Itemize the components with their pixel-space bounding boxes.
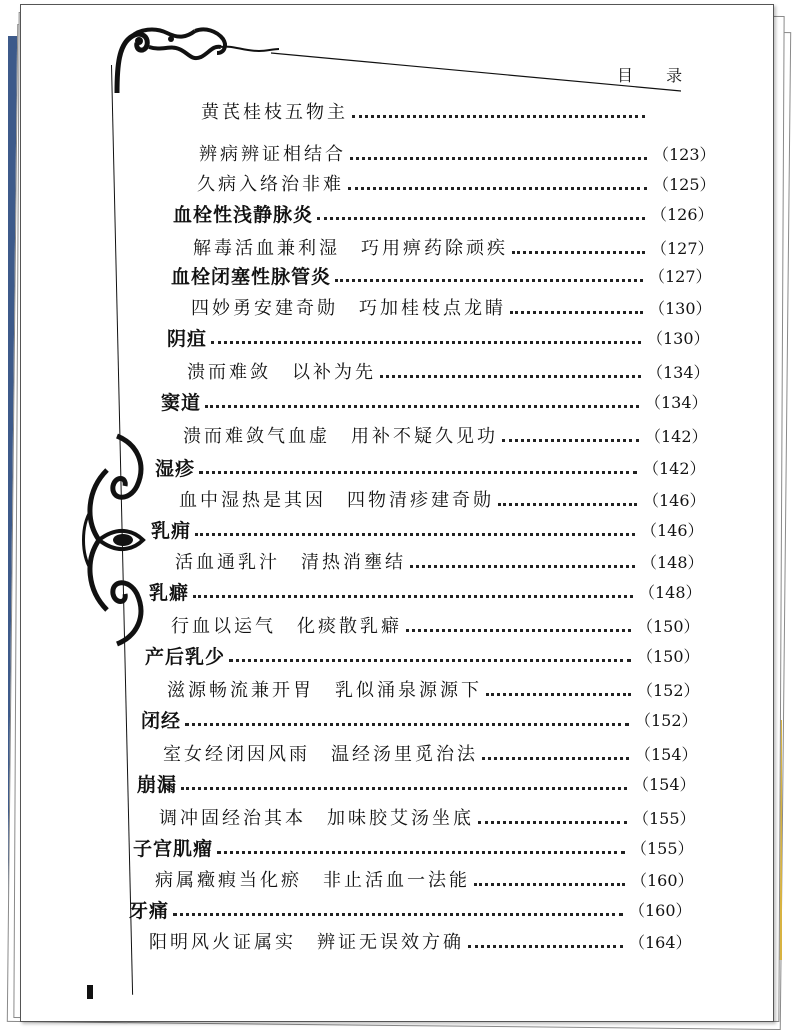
toc-entry-page: （134）	[645, 392, 708, 412]
toc-entry-page: （123）	[653, 144, 716, 164]
toc-entry-page: （127）	[649, 266, 712, 286]
toc-entry-title: 血栓性浅静脉炎	[173, 203, 314, 226]
toc-entry-title: 闭经	[141, 709, 182, 732]
side-ornament-icon	[77, 430, 157, 650]
toc-entry[interactable]	[163, 739, 698, 767]
toc-leader-dots	[486, 693, 631, 696]
toc-entry-title: 四妙勇安建奇勋 巧加桂枝点龙睛	[191, 298, 506, 319]
toc-entry-page: （152）	[637, 680, 700, 700]
toc-leader-dots	[478, 821, 627, 824]
toc-entry[interactable]	[193, 233, 714, 261]
toc-entry-page: （126）	[651, 204, 714, 224]
toc-entry[interactable]	[159, 803, 696, 831]
toc-entry-title: 病属癥瘕当化瘀 非止活血一法能	[155, 870, 470, 891]
toc-entry-title: 湿疹	[155, 457, 196, 480]
toc-entry[interactable]	[155, 453, 706, 481]
toc-entry-title: 溃而难敛气血虚 用补不疑久见功	[183, 426, 498, 447]
toc-entry-page: （150）	[637, 646, 700, 666]
toc-entry-page: （148）	[639, 582, 702, 602]
toc-entry-page: （155）	[633, 808, 696, 828]
toc-entry[interactable]	[175, 547, 704, 575]
toc-entry-page: （125）	[653, 174, 716, 194]
toc-entry-title: 解毒活血兼利湿 巧用痹药除顽疾	[193, 238, 508, 259]
toc-leader-dots	[229, 659, 631, 662]
toc-entry-page: （130）	[647, 328, 710, 348]
toc-entry-page: （148）	[641, 552, 704, 572]
toc-entry-page: （142）	[643, 458, 706, 478]
toc-entry-page: （152）	[635, 710, 698, 730]
toc-entry[interactable]	[145, 641, 700, 669]
toc-leader-dots	[406, 629, 631, 632]
toc-entry-page: （127）	[651, 238, 714, 258]
toc-leader-dots	[181, 787, 627, 790]
toc-entry-title: 血栓闭塞性脉管炎	[171, 265, 332, 288]
toc-entry[interactable]	[129, 895, 692, 923]
toc-entry[interactable]	[161, 387, 708, 415]
toc-entry[interactable]	[199, 139, 716, 167]
toc-entry-page: （146）	[643, 490, 706, 510]
toc-entry-page: （134）	[647, 362, 710, 382]
toc-leader-dots	[502, 439, 639, 442]
toc-leader-dots	[199, 471, 637, 474]
toc-entry-page: （146）	[641, 520, 704, 540]
toc-entry-title: 辨病辨证相结合	[199, 144, 346, 165]
toc-entry-page: （155）	[631, 838, 694, 858]
toc-entry[interactable]	[149, 577, 702, 605]
toc-entry-title: 牙痛	[129, 899, 170, 922]
toc-entry[interactable]	[141, 705, 698, 733]
toc-leader-dots	[348, 187, 647, 190]
toc-entry-title: 子宫肌瘤	[133, 837, 214, 860]
toc-entry[interactable]	[191, 293, 712, 321]
page-title: 目 录	[617, 66, 697, 85]
toc-entry[interactable]	[151, 515, 704, 543]
toc-entry-page: （154）	[633, 774, 696, 794]
toc-leader-dots	[335, 279, 643, 282]
toc-entry[interactable]	[149, 927, 692, 955]
toc-leader-dots	[217, 851, 625, 854]
vertical-rule-end-icon	[87, 985, 93, 999]
toc-leader-dots	[474, 883, 625, 886]
toc-leader-dots	[380, 375, 641, 378]
toc-leader-dots	[185, 723, 629, 726]
toc-leader-dots	[211, 341, 641, 344]
toc-entry[interactable]	[137, 769, 696, 797]
toc-entry-title: 乳痈	[151, 519, 192, 542]
toc-entry[interactable]	[167, 675, 700, 703]
toc-entry-title: 产后乳少	[145, 645, 226, 668]
toc-entry[interactable]	[171, 261, 712, 289]
toc-entry[interactable]	[173, 199, 714, 227]
toc-entry[interactable]	[183, 421, 708, 449]
toc-entry-title: 溃而难敛 以补为先	[187, 362, 376, 383]
toc-entry-title: 滋源畅流兼开胃 乳似涌泉源源下	[167, 680, 482, 701]
toc-entry[interactable]	[187, 357, 710, 385]
toc-entry-title: 阳明风火证属实 辨证无误效方确	[149, 932, 464, 953]
toc-entry[interactable]	[167, 323, 710, 351]
toc-entry-title: 行血以运气 化痰散乳癖	[171, 616, 402, 637]
toc-entry-page: （130）	[649, 298, 712, 318]
document-page	[20, 4, 774, 1022]
corner-ornament-icon	[109, 25, 279, 95]
toc-leader-dots	[410, 565, 635, 568]
toc-leader-dots	[352, 115, 645, 118]
toc-entry-title: 血中湿热是其因 四物清疹建奇勋	[179, 490, 494, 511]
toc-leader-dots	[195, 533, 635, 536]
toc-entry-title: 活血通乳汁 清热消壅结	[175, 552, 406, 573]
toc-entry-title: 乳癖	[149, 581, 190, 604]
toc-leader-dots	[173, 913, 623, 916]
toc-entry[interactable]	[171, 611, 700, 639]
toc-entry[interactable]	[201, 97, 711, 125]
toc-entry-title: 崩漏	[137, 773, 178, 796]
toc-leader-dots	[193, 595, 633, 598]
toc-leader-dots	[498, 503, 637, 506]
toc-entry-title: 室女经闭因风雨 温经汤里觅治法	[163, 744, 478, 765]
toc-leader-dots	[317, 217, 645, 220]
toc-leader-dots	[510, 311, 643, 314]
toc-entry-title: 调冲固经治其本 加味胶艾汤坐底	[159, 808, 474, 829]
toc-leader-dots	[350, 157, 647, 160]
toc-entry[interactable]	[133, 833, 694, 861]
toc-leader-dots	[482, 757, 629, 760]
toc-entry-page: （154）	[635, 744, 698, 764]
toc-entry-title: 久病入络治非难	[197, 174, 344, 195]
toc-entry-page: （164）	[629, 932, 692, 952]
toc-entry-page: （160）	[629, 900, 692, 920]
toc-leader-dots	[205, 405, 639, 408]
toc-entry-page: （150）	[637, 616, 700, 636]
toc-entry[interactable]	[155, 865, 694, 893]
toc-entry-page: （160）	[631, 870, 694, 890]
toc-leader-dots	[468, 945, 623, 948]
toc-entry-title: 窦道	[161, 391, 202, 414]
toc-entry-title: 黄芪桂枝五物主	[201, 102, 348, 123]
toc-leader-dots	[512, 251, 645, 254]
toc-entry[interactable]	[197, 169, 716, 197]
toc-entry[interactable]	[179, 485, 706, 513]
toc-entry-page: （142）	[645, 426, 708, 446]
toc-entry-title: 阴疽	[167, 327, 208, 350]
